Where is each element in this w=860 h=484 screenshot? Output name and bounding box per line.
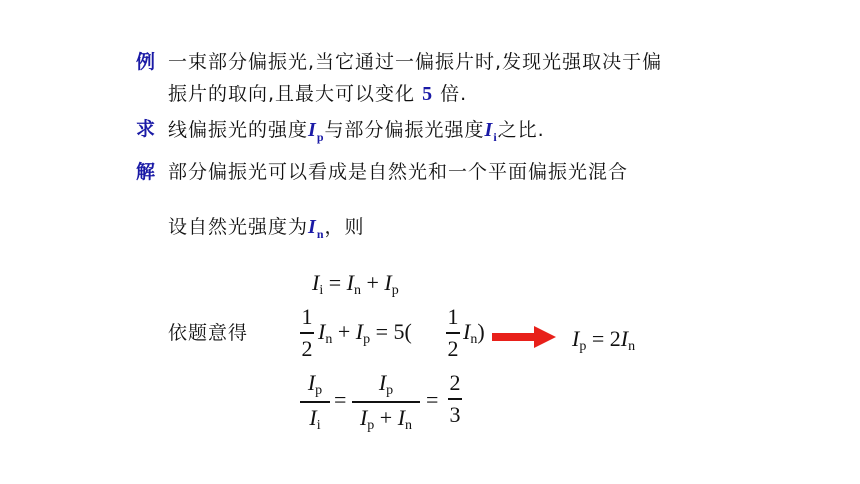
- question-text-3: 之比.: [497, 119, 545, 141]
- example-line-2-end: 倍.: [440, 83, 468, 105]
- question-text-2: 与部分偏振光强度: [324, 119, 485, 141]
- example-tag: 例: [136, 51, 156, 73]
- example-line-1: 一束部分偏振光,当它通过一偏振片时,发现光强取决于偏: [168, 51, 663, 73]
- assumption-then: ，则: [324, 216, 365, 238]
- solution-tag: 解: [136, 161, 156, 183]
- given-label: 依题意得: [168, 322, 249, 344]
- question-text-1: 线偏振光的强度: [168, 119, 309, 141]
- half-fraction-1: 1 2: [301, 304, 313, 361]
- question-line: [168, 115, 545, 145]
- ratio-fraction-middle: $I_p$ $I_p + I_n$: [352, 370, 420, 434]
- solution-text: 部分偏振光可以看成是自然光和一个平面偏振光混合: [168, 161, 629, 183]
- ratio-fraction-result: 2 3: [449, 370, 461, 427]
- implies-arrow-icon: [492, 326, 556, 348]
- factor-number: 5: [422, 83, 434, 105]
- example-line-2: [168, 79, 467, 106]
- example-line-2-text: 振片的取向,且最大可以变化: [168, 83, 416, 105]
- question-tag: 求: [136, 118, 156, 140]
- equation-result: $I_p = 2I_n$: [572, 326, 636, 354]
- equation-ratio: $I_p$ $I_i$ = $I_p$ $I_p + I_n$ = 2 3: [300, 370, 500, 440]
- assumption-line: [168, 212, 365, 242]
- in-symbol: $I_n$: [308, 216, 325, 241]
- assumption-text: 设自然光强度为: [168, 216, 309, 238]
- ip-symbol: $I_p$: [308, 119, 325, 144]
- half-fraction-2: 1 2: [447, 304, 459, 361]
- equation-condition: 1 2 $I_n + I_p = 5$( 1 2 $I_n$): [301, 304, 485, 361]
- equation-sum: $I_i = I_n + I_p$: [312, 270, 399, 298]
- ratio-fraction-left: $I_p$ $I_i$: [300, 370, 330, 434]
- ii-symbol: $I_i$: [484, 119, 498, 144]
